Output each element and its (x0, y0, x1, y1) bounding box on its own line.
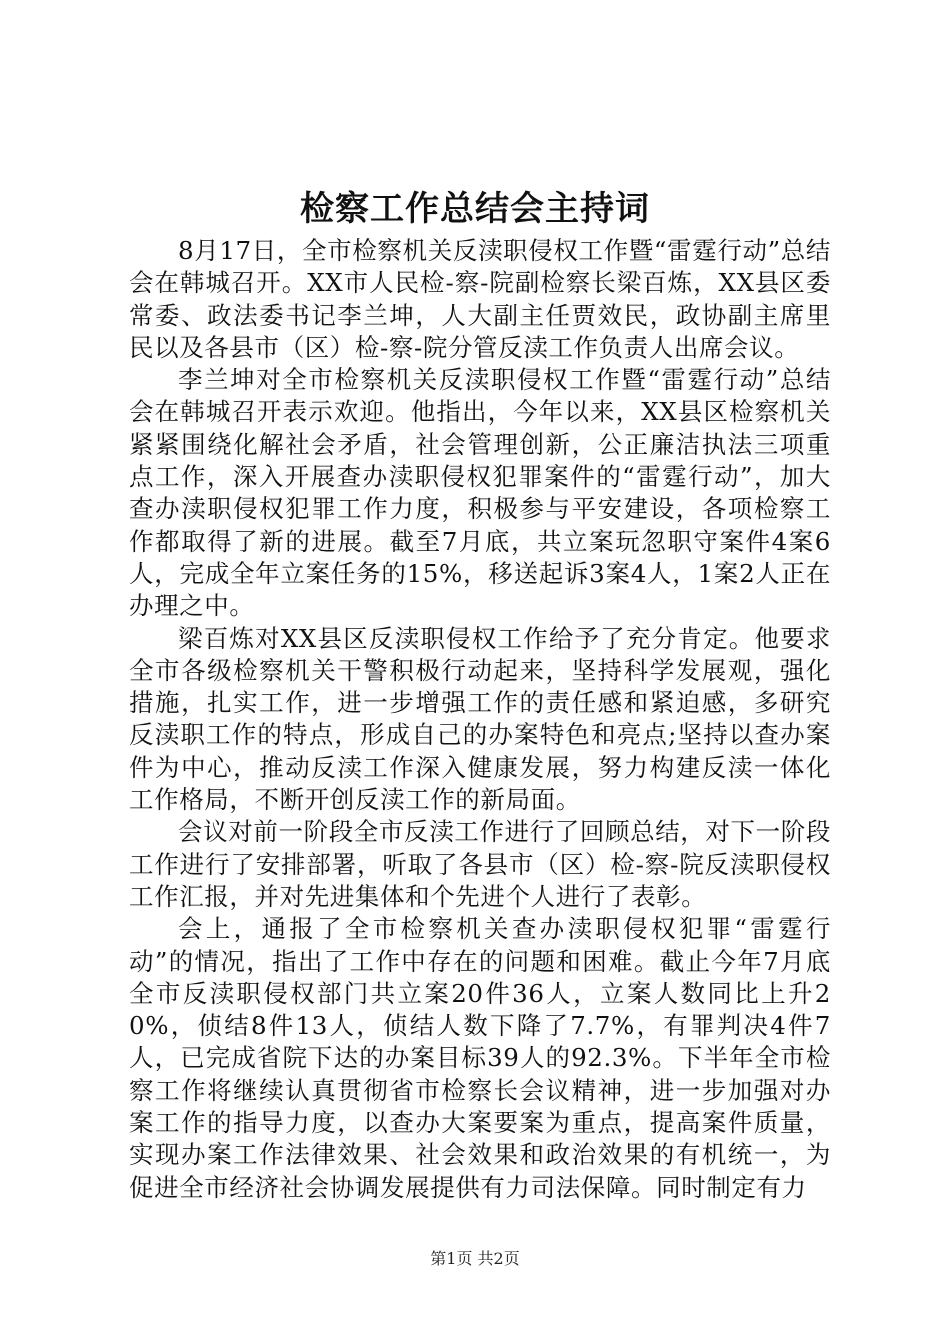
paragraph-1: 8月17日，全市检察机关反渎职侵权工作暨“雷霆行动”总结会在韩城召开。XX市人民检-察-院副检察长梁百炼，XX县区委常委、政法委书记李兰坤，人大副主任贾效民，政协副主席里民以及各县市（区）检-察-院分管反渎工作负责人出席会议。 (129, 236, 831, 362)
paragraph-5: 会上，通报了全市检察机关查办渎职侵权犯罪“雷霆行动”的情况，指出了工作中存在的问题和困难。截止今年7月底全市反渎职侵权部门共立案20件36人，立案人数同比上升20%，侦结8件13人，侦结人数下降了7.7%，有罪判决4件7人，已完成省院下达的办案目标39人的92.3%。下半年全市检察工作将继续认真贯彻省市检察长会议精神，进一步加强对办案工作的指导力度，以查办大案要案为重点，提高案件质量，实现办案工作法律效果、社会效果和政治效果的有机统一，为促进全市经济社会协调发展提供有力司法保障。同时制定有力 (129, 914, 831, 1202)
paragraph-2: 李兰坤对全市检察机关反渎职侵权工作暨“雷霆行动”总结会在韩城召开表示欢迎。他指出，今年以来，XX县区检察机关紧紧围绕化解社会矛盾，社会管理创新，公正廉洁执法三项重点工作，深入开展查办渎职侵权犯罪案件的“雷霆行动”，加大查办渎职侵权犯罪工作力度，积极参与平安建设，各项检察工作都取得了新的进展。截至7月底，共立案玩忽职守案件4案6人，完成全年立案任务的15%，移送起诉3案4人，1案2人正在办理之中。 (129, 365, 831, 621)
paragraph-3: 梁百炼对XX县区反渎职侵权工作给予了充分肯定。他要求全市各级检察机关干警积极行动起来，坚持科学发展观，强化措施，扎实工作，进一步增强工作的责任感和紧迫感，多研究反渎职工作的特点，形成自己的办案特色和亮点;坚持以查办案件为中心，推动反渎工作深入健康发展，努力构建反渎一体化工作格局，不断开创反渎工作的新局面。 (129, 623, 831, 815)
paragraph-4: 会议对前一阶段全市反渎工作进行了回顾总结，对下一阶段工作进行了安排部署，听取了各县市（区）检-察-院反渎职侵权工作汇报，并对先进集体和个先进个人进行了表彰。 (129, 817, 831, 911)
document-title: 检察工作总结会主持词 (300, 189, 650, 229)
document-body (129, 235, 831, 1204)
page-number-footer: 第1页 共2页 (430, 1249, 520, 1268)
